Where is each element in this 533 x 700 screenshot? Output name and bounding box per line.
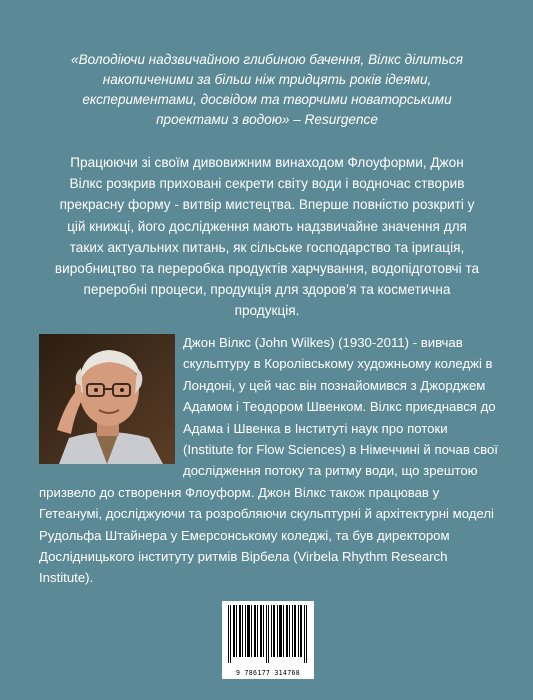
isbn-barcode <box>222 601 314 679</box>
author-biography <box>39 332 499 589</box>
book-description: Працюючи зі своїм дивовижним винаходом Флоуформи, Джон Вілкс розкрив приховані секрети світу води і водночас створив прекрасну форму - витвір мистецтва. Вперше повністю розкриті у цій книжці, його дослідження мають надзвичайне значення для таких актуальних питань, як сільське господарство та іригація, виробництво та переробка продуктів харчування, водопідготовчі та переробні процеси, продукція для здоров’я та косметична продукція. <box>54 155 480 319</box>
biography-text: Джон Вілкс (John Wilkes) (1930-2011) - вивчав скульптуру в Королівському художньому коледжі в Лондоні, у цей час він познайомився з Джорджем Адамом і Теодором Швенком. Вілкс приєднався до Адама і Швенка в Інституті наук про потоки (Institute for Flow Sciences) в Німеччині й почав свої дослідження потоку та ритму води, що зрештою призвело до створення Флоуформ. Джон Вілкс також працював у Гетеанумі, досліджуючи та розробляючи скульптурні й архітектурні моделі Рудольфа Штайнера у Емерсонському коледжі, та був директором Дослідницького інституту ритмів Вірбела (Virbela Rhythm Research Institute). <box>39 335 498 586</box>
photo-spacer <box>39 332 183 466</box>
back-cover-quote <box>58 50 476 130</box>
quote-text: «Володіючи надзвичайною глибиною бачення, Вілкс ділиться накопиченими за більш ніж тридцять років ідеями, експериментами, досвідом та творчими новаторськими проектами з водою» – <box>71 52 463 127</box>
isbn-number: 9 786177 314768 <box>235 669 301 677</box>
barcode-bars-icon <box>222 601 314 667</box>
quote-source: Resurgence <box>304 112 378 127</box>
